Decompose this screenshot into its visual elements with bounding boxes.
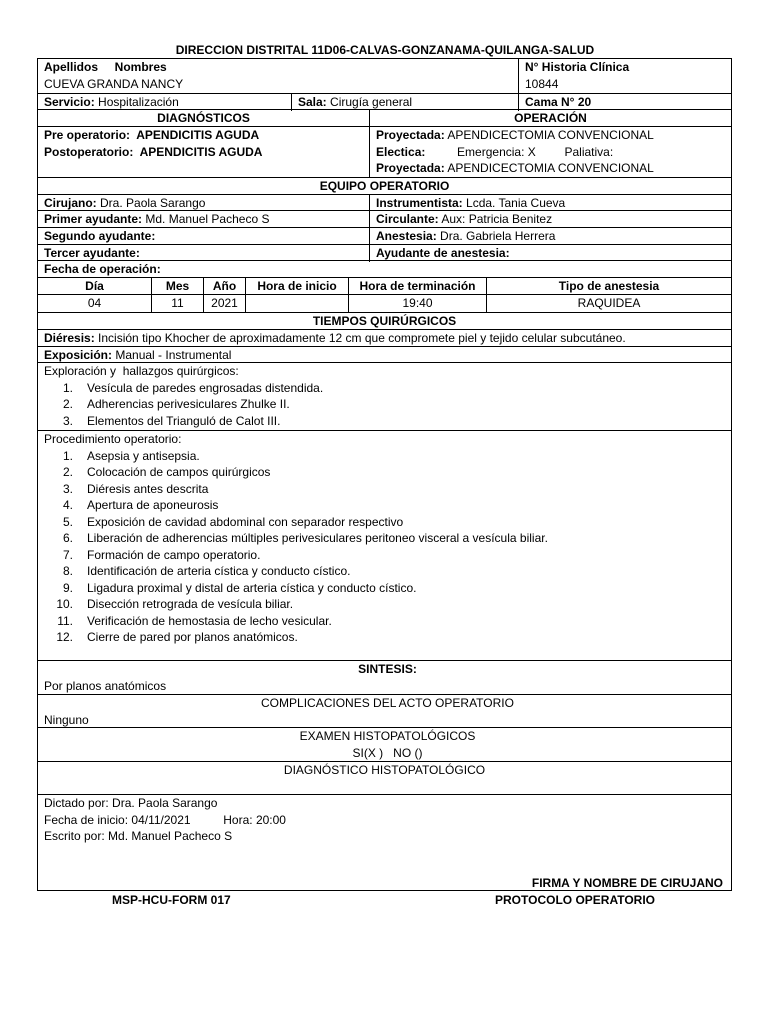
history-cell [518,59,731,93]
patient-name-cell [38,59,518,93]
operation-content [369,127,731,177]
date-values-row [38,295,731,313]
proyectada-label: Proyectada: [376,128,445,142]
complicaciones-value: Ninguno [44,712,89,727]
primer-label: Primer ayudante: [44,212,143,226]
operation-realizada [376,160,731,177]
operation-heading: OPERACIÓN [369,110,731,127]
sintesis-value: Por planos anatómicos [44,678,167,693]
date-value-dia: 04 [87,296,102,310]
pre-operatorio [44,127,369,144]
fecha-row [38,261,731,278]
diag-histo-heading: DIAGNÓSTICO HISTOPATOLÓGICO [283,763,486,777]
dictado-block [38,795,731,891]
team-row-3 [38,228,731,245]
date-header-row [38,278,731,295]
patient-row [38,59,731,94]
exploracion-label: Exploración y hallazgos quirúrgicos: [44,364,239,378]
list-item: 11. Verificación de hemostasia de lecho vesicular. [57,613,332,628]
firma-label: FIRMA Y NOMBRE DE CIRUJANO [531,875,723,890]
sala-value: Cirugía general [330,95,413,109]
operation-type [376,144,731,161]
servicio-label: Servicio: [44,95,95,109]
team-row-1 [38,195,731,211]
realizada-value: APENDICECTOMIA CONVENCIONAL [447,161,654,175]
form-code: MSP-HCU-FORM 017 [112,893,231,907]
list-item: 6. Liberación de adherencias múltiples perivesiculares peritoneo visceral a vesícula biliar. [62,531,548,545]
fecha-inicio-line [44,812,731,829]
date-header-anestesia: Tipo de anestesia [486,278,731,295]
history-label: N° Historia Clínica [525,60,630,74]
dieresis-row [38,330,731,347]
date-value-ano: 2021 [203,295,245,312]
post-operatorio [44,144,369,161]
date-value-mes: 11 [151,295,203,312]
sintesis-cell [38,661,731,694]
exposicion-label: Exposición: [44,348,113,362]
instrumentista-value: Lcda. Tania Cueva [466,196,566,210]
pre-label: Pre operatorio: [44,128,131,142]
diagnostics-content [38,127,369,177]
emergencia-label: Emergencia: [457,144,525,159]
exploracion-cell [38,363,731,430]
diag-histo-row [38,762,731,795]
times-heading: TIEMPOS QUIRÚRGICOS [312,314,457,328]
cirujano-value: Dra. Paola Sarango [100,196,206,210]
procedimiento-list [44,448,731,646]
examen-value: SI(X ) NO () [352,745,423,760]
emergencia-value: X [527,144,536,159]
list-item: 5. Exposición de cavidad abdominal con separador respectivo [62,514,404,529]
complicaciones-row [38,695,731,728]
times-heading-row [38,313,731,330]
cama-cell: Cama N° 20 [518,94,731,111]
paliativa-label: Paliativa: [564,144,614,159]
document-title: DIRECCION DISTRITAL 11D06-CALVAS-GONZANAMA-QUILANGA-SALUD [175,43,595,57]
exposicion-value: Manual - Instrumental [115,348,232,362]
protocol-form [37,58,732,891]
fecha-label: Fecha de operación: [44,262,161,276]
dictado-value: Dra. Paola Sarango [112,796,218,810]
sala-label: Sala: [298,95,327,109]
anestesia-label: Anestesia: [376,229,437,243]
procedimiento-row [38,431,731,661]
primer-value: Md. Manuel Pacheco S [145,212,270,226]
dieresis-value: Incisión tipo Khocher de aproximadamente 12 cm que compromete piel y tejido celular subcutáneo. [98,331,626,345]
fecha-inicio-label: Fecha de inicio: [44,812,129,827]
examen-row [38,728,731,762]
date-value-inicio [245,295,348,312]
list-item: 8. Identificación de arteria cística y conducto cístico. [62,564,351,578]
list-item: 4. Apertura de aponeurosis [62,498,219,512]
electiva-label: Electica: [376,144,426,159]
date-header-ano: Año [203,278,245,295]
proyectada-value: APENDICECTOMIA CONVENCIONAL [447,128,654,142]
team-row-2 [38,211,731,228]
dieresis-cell [38,330,731,347]
circulante-cell [369,211,731,228]
hora-value: 20:00 [255,812,286,827]
dieresis-label: Diéresis: [44,331,95,345]
team-heading-row [38,178,731,195]
segundo-ayudante-cell: Segundo ayudante: [44,229,156,243]
sintesis-heading: SINTESIS: [358,662,417,676]
examen-heading: EXAMEN HISTOPATOLÓGICOS [299,729,476,743]
hora-label: Hora: [223,812,253,827]
date-header-inicio: Hora de inicio [245,278,348,295]
realizada-label: Proyectada: [376,161,445,175]
list-item: 2. Adherencias perivesiculares Zhulke II. [62,397,290,411]
escrito-line [44,828,731,845]
list-item: 7. Formación de campo operatorio. [62,547,261,562]
service-row [38,94,731,110]
primer-ayudante-cell [38,211,369,228]
list-item: 3. Diéresis antes descrita [62,481,209,496]
team-heading: EQUIPO OPERATORIO [319,179,450,193]
list-item: 12. Cierre de pared por planos anatómicos. [56,630,298,644]
list-item: 9. Ligadura proximal y distal de arteria cística y conducto cístico. [62,580,417,595]
date-value-anestesia: RAQUIDEA [486,295,731,312]
fecha-inicio-value: 04/11/2021 [131,812,191,827]
sala-cell [291,94,518,111]
examen-cell [38,728,731,761]
dictado-line [44,795,731,812]
circulante-value: Aux: Patricia Benitez [441,212,553,226]
escrito-label: Escrito por: [44,829,105,843]
circulante-label: Circulante: [376,212,439,226]
diagnostics-heading-row [38,110,731,127]
list-item: 1. Vesícula de paredes engrosadas distendida. [62,380,324,395]
tercer-ayudante-cell: Tercer ayudante: [44,246,140,260]
patient-name: CUEVA GRANDA NANCY [44,76,184,91]
post-label: Postoperatorio: [44,144,134,159]
procedimiento-cell [38,431,731,660]
history-value: 10844 [525,76,559,91]
exposicion-row [38,347,731,363]
sintesis-row [38,661,731,695]
date-header-mes: Mes [151,278,203,295]
operation-proyectada [376,127,731,144]
anestesia-value: Dra. Gabriela Herrera [440,229,556,243]
post-value: APENDICITIS AGUDA [139,144,263,159]
escrito-value: Md. Manuel Pacheco S [108,829,233,843]
cirujano-cell [38,195,369,212]
exposicion-cell [38,347,731,364]
date-value-terminacion: 19:40 [348,295,486,312]
exploracion-row [38,363,731,431]
procedimiento-label: Procedimiento operatorio: [44,432,182,446]
instrumentista-label: Instrumentista: [376,196,463,210]
instrumentista-cell [369,195,731,212]
pre-value: APENDICITIS AGUDA [136,128,260,142]
names-label: Apellidos Nombres [44,60,167,74]
form-name: PROTOCOLO OPERATORIO [495,893,656,907]
ayudante-anestesia-cell: Ayudante de anestesia: [369,245,731,262]
dictado-label: Dictado por: [44,796,109,810]
service-cell [38,94,291,111]
diagnostics-heading: DIAGNÓSTICOS [157,111,250,125]
hallazgos-list [44,380,731,430]
complicaciones-heading: COMPLICACIONES DEL ACTO OPERATORIO [261,696,514,710]
list-item: 3. Elementos del Trianguló de Calot III. [62,413,281,428]
complicaciones-cell [38,695,731,727]
diagnostics-content-row [38,127,731,178]
servicio-value: Hospitalización [98,95,179,109]
date-header-terminacion: Hora de terminación [348,278,486,295]
team-row-4 [38,245,731,261]
anestesia-cell [369,228,731,245]
list-item: 10. Disección retrograda de vesícula biliar. [56,597,294,611]
list-item: 2. Colocación de campos quirúrgicos [62,465,271,479]
cirujano-label: Cirujano: [44,196,97,210]
list-item: 1. Asepsia y antisepsia. [62,448,200,463]
date-header-dia: Día [85,279,104,293]
